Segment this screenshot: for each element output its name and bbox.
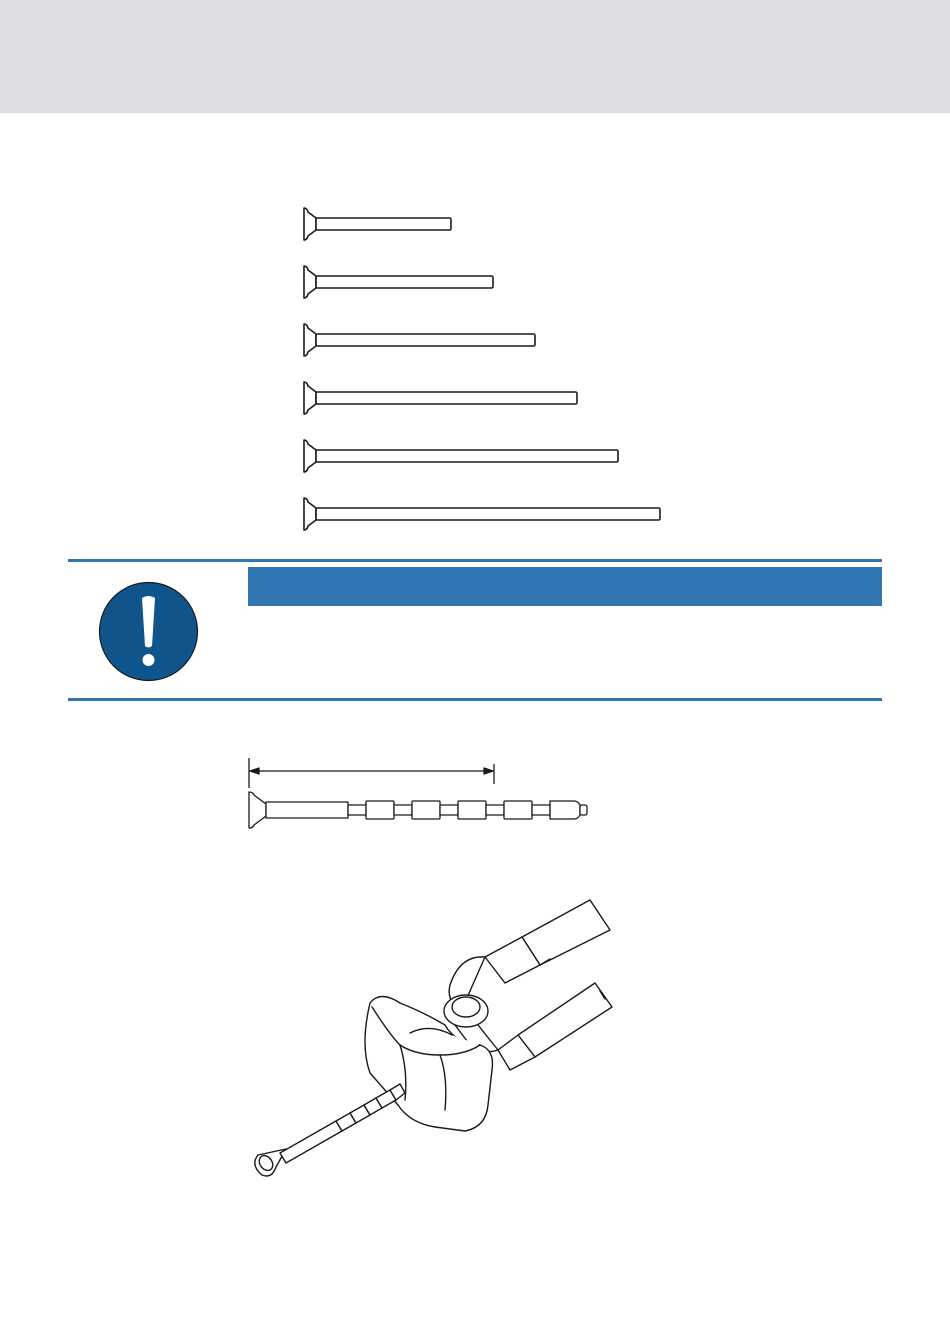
- breakaway-screw-diagram: [246, 758, 591, 832]
- countersunk-screw: [304, 498, 660, 530]
- pliers-cutting-screw-illustration: [240, 895, 620, 1185]
- countersunk-screw: [304, 266, 493, 298]
- countersunk-screw: [304, 324, 535, 356]
- countersunk-screw: [304, 440, 618, 472]
- dimension-arrow: [249, 758, 494, 788]
- notice-title-bar: [248, 567, 882, 606]
- countersunk-screw: [304, 382, 577, 414]
- notice-text: [248, 616, 882, 692]
- breakaway-screw: [249, 792, 587, 828]
- countersunk-screw: [304, 208, 451, 240]
- header-band: [0, 0, 950, 113]
- screw-set-illustration: [296, 200, 688, 540]
- notice-top-rule: [68, 559, 882, 562]
- exclamation-circle-icon: [98, 581, 199, 682]
- notice-bottom-rule: [68, 698, 882, 701]
